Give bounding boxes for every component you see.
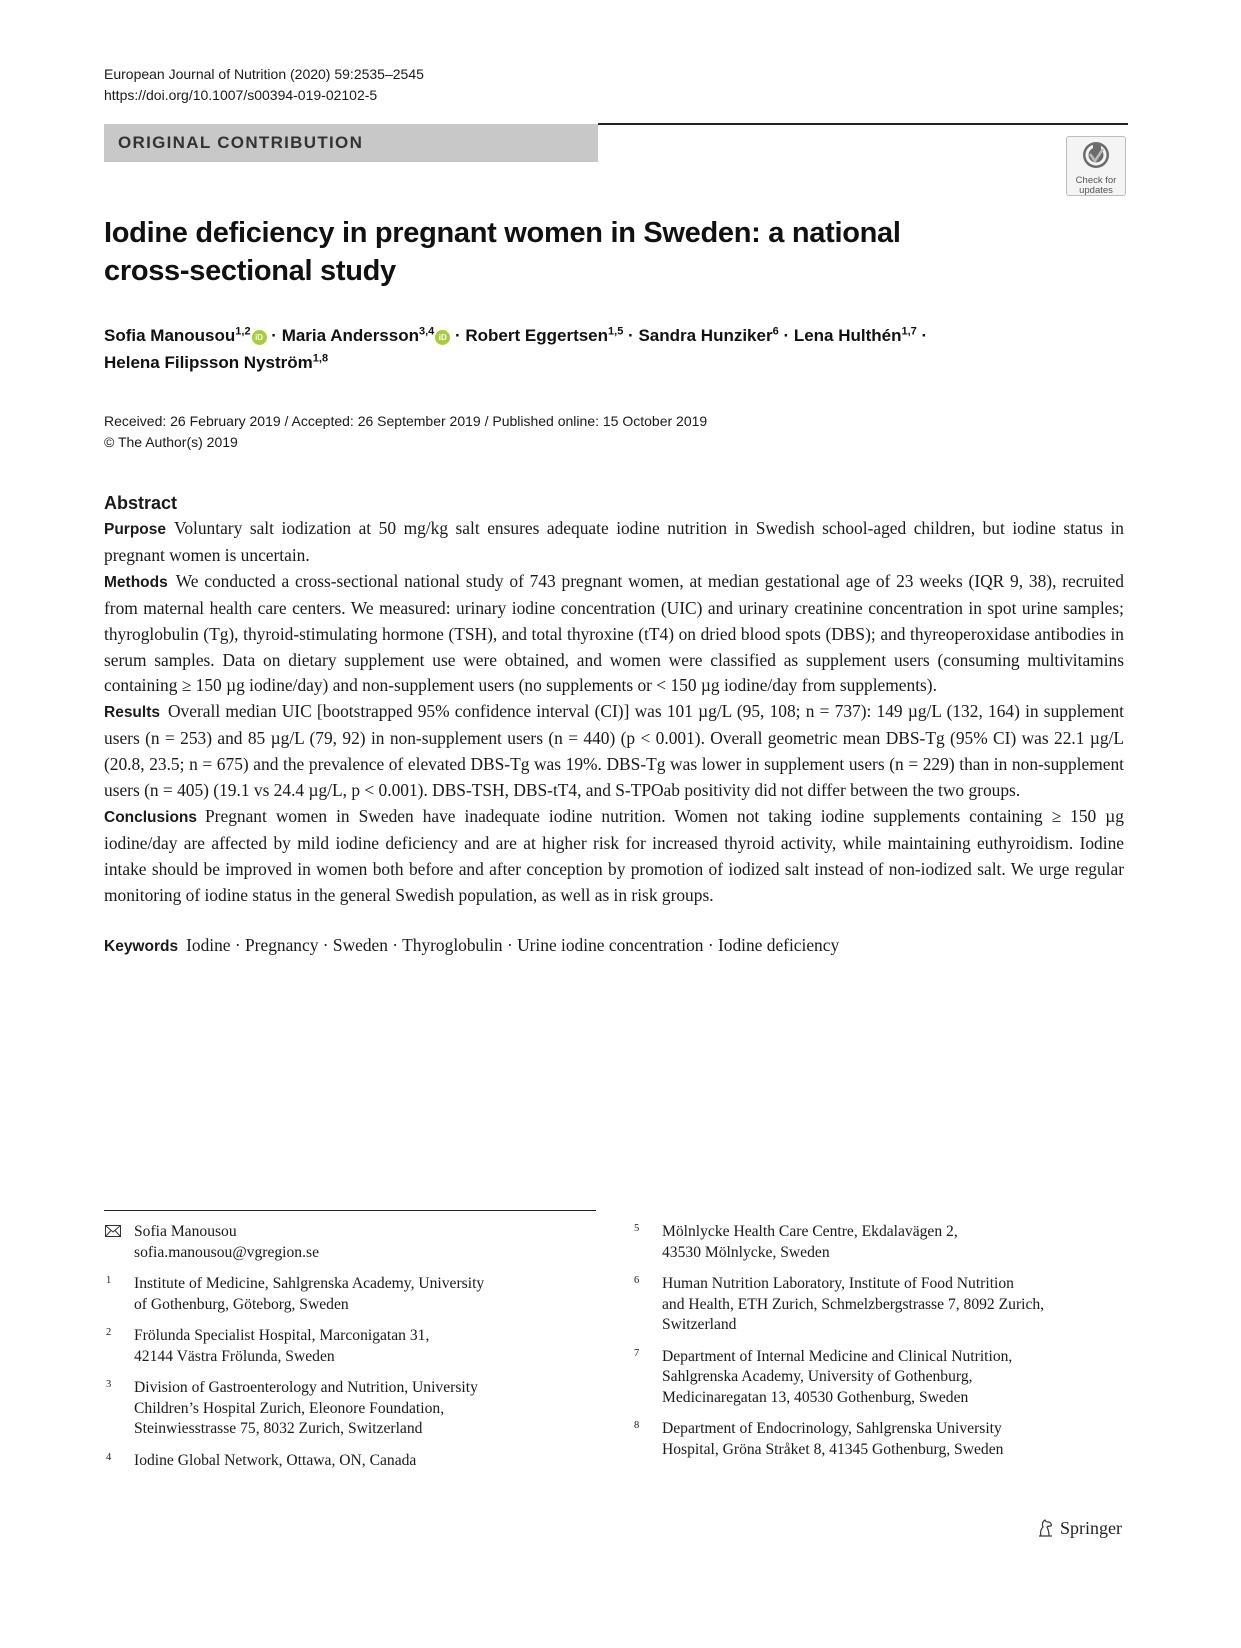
author-name: Helena Filipsson Nyström <box>104 353 313 372</box>
check-for-updates-label: Check for updates <box>1075 175 1117 196</box>
abstract-conclusions <box>104 804 1124 909</box>
abstract-methods <box>104 569 1124 700</box>
article-dates <box>104 411 707 453</box>
publisher-name: Springer <box>1060 1518 1122 1538</box>
author-name: Sofia Manousou <box>104 326 236 345</box>
affiliation-5: 5 Mölnlycke Health Care Centre, Ekdalavägen 2, 43530 Mölnlycke, Sweden <box>632 1222 1102 1263</box>
affiliation-number: 6 <box>634 1275 640 1286</box>
keywords-text: Iodine · Pregnancy · Sweden · Thyroglobulin · Urine iodine concentration · Iodine deficiency <box>186 934 840 955</box>
author-affiliation: 1,5 <box>608 325 624 338</box>
abstract-heading: Abstract <box>104 493 178 513</box>
affiliation-number: 3 <box>106 1379 112 1390</box>
publisher-logo <box>1037 1517 1122 1539</box>
envelope-icon <box>105 1225 121 1237</box>
results-text: Overall median UIC [bootstrapped 95% confidence interval (CI)] was 101 µg/L (95, 108; n = 737): 149 µg/L (132, 164) in supplement users (n = 253) and 85 µg/L (79, 92) in non-supplement users (n = 440) (p < 0.001). Overall geometric mean DBS-Tg (95% CI) was 22.1 µg/L (20.8, 23.5; n = 675) and the prevalence of elevated DBS-Tg was 19%. DBS-Tg was lower in supplement users (n = 229) than in non-supplement users (n = 405) (19.1 vs 24.4 µg/L, p < 0.001). DBS-TSH, DBS-tT4, and S-TPOab positivity did not differ between the two groups. <box>104 701 1124 801</box>
keywords <box>104 932 1124 960</box>
footnotes-left-column <box>104 1222 574 1482</box>
affiliation-number: 4 <box>106 1451 112 1463</box>
corresponding-author-email[interactable]: sofia.manousou@vgregion.se <box>134 1243 319 1261</box>
affiliation-number: 5 <box>634 1223 640 1234</box>
author-affiliation: 1,2 <box>235 325 251 338</box>
affiliation-1: 1 Institute of Medicine, Sahlgrenska Academy, University of Gothenburg, Göteborg, Sweden <box>104 1274 574 1315</box>
journal-header <box>104 64 424 106</box>
affiliation-number: 8 <box>634 1420 640 1431</box>
springer-horse-logo-icon <box>1037 1518 1055 1538</box>
footnote-rule <box>104 1210 596 1211</box>
keywords-label: Keywords <box>104 937 179 955</box>
results-label: Results <box>104 704 160 722</box>
abstract-results <box>104 699 1124 804</box>
conclusions-text: Pregnant women in Sweden have inadequate iodine nutrition. Women not taking iodine supplements containing ≥ 150 µg iodine/day are affected by mild iodine deficiency and are at higher risk for increased thyroid activity, while maintaining euthyroidism. Iodine intake should be improved in women both before and after conception by promotion of iodized salt instead of non-iodized salt. We urge regular monitoring of iodine status in the general Swedish population, as well as in risk groups. <box>104 805 1124 905</box>
header-rule <box>598 123 1128 125</box>
abstract-section <box>104 491 1124 960</box>
check-for-updates-icon <box>1081 140 1111 170</box>
conclusions-label: Conclusions <box>104 808 198 826</box>
author-affiliation: 6 <box>772 325 779 338</box>
methods-text: We conducted a cross-sectional national study of 743 pregnant women, at median gestational age of 23 weeks (IQR 9, 38), recruited from maternal health care centers. We measured: urinary iodine concentration (UIC) and urinary creatinine concentration in spot urine samples; thyroglobulin (Tg), thyroid-stimulating hormone (TSH), and total thyroxine (tT4) on dried blood spots (DBS); and thyreoperoxidase antibodies in serum samples. Data on dietary supplement use were obtained, and women were classified as supplement users (consuming multivitamins containing ≥ 150 µg iodine/day) and non-supplement users (no supplements or < 150 µg iodine/day from supplements). <box>104 570 1124 696</box>
publication-history: Received: 26 February 2019 / Accepted: 26 September 2019 / Published online: 15 October 2019 <box>104 413 708 429</box>
copyright-notice: © The Author(s) 2019 <box>104 434 238 450</box>
affiliation-number: 1 <box>106 1275 112 1286</box>
affiliation-3: 3 Division of Gastroenterology and Nutrition, University Children’s Hospital Zurich, Eleonore Foundation, Steinwiesstrasse 75, 8032 Zurich, Switzerland <box>104 1378 574 1440</box>
paper-title <box>104 214 924 290</box>
check-for-updates-button[interactable] <box>1066 136 1126 196</box>
affiliation-8: 8 Department of Endocrinology, Sahlgrenska University Hospital, Gröna Stråket 8, 41345 Gothenburg, Sweden <box>632 1419 1102 1460</box>
affiliation-4: 4 Iodine Global Network, Ottawa, ON, Canada <box>104 1451 574 1472</box>
methods-label: Methods <box>104 573 168 591</box>
correspondence-note <box>104 1222 574 1263</box>
orcid-icon[interactable]: iD <box>435 330 450 345</box>
abstract-purpose <box>104 516 1124 569</box>
footnotes-right-column <box>632 1222 1102 1471</box>
affiliation-7: 7 Department of Internal Medicine and Clinical Nutrition, Sahlgrenska Academy, University of Gothenburg, Medicinaregatan 13, 40530 Gothenburg, Sweden <box>632 1347 1102 1409</box>
author-affiliation: 1,8 <box>312 352 329 365</box>
purpose-text: Voluntary salt iodization at 50 mg/kg salt ensures adequate iodine nutrition in Swedish school-aged children, but iodine status in pregnant women is uncertain. <box>104 518 1124 565</box>
author-list: Sofia Manousou$^{1,2}$iD · Maria Andersson$^{3,4}$iD · Robert Eggertsen$^{1,5}$ · Sandra Hunziker$^6$ · Lena Hulthén$^{1,7}$ · Helena Filipsson Nyström$^{1,8}$ <box>104 325 928 372</box>
author-name: Sandra Hunziker <box>638 326 773 345</box>
affiliation-number: 7 <box>634 1347 640 1359</box>
article-type-badge: ORIGINAL CONTRIBUTION <box>104 124 598 162</box>
affiliation-2: 2 Frölunda Specialist Hospital, Marconigatan 31, 42144 Västra Frölunda, Sweden <box>104 1326 574 1367</box>
corresponding-author-name: Sofia Manousou <box>134 1223 237 1240</box>
author-name: Lena Hulthén <box>793 326 902 345</box>
affiliation-number: 2 <box>106 1327 112 1338</box>
title-line-1: Iodine deficiency in pregnant women in Sweden: a national <box>104 217 901 249</box>
journal-citation: European Journal of Nutrition (2020) 59:2535–2545 <box>104 66 424 82</box>
title-line-2: cross-sectional study <box>104 255 396 287</box>
purpose-label: Purpose <box>104 521 167 538</box>
author-name: Maria Andersson <box>281 326 419 345</box>
affiliation-6: 6 Human Nutrition Laboratory, Institute of Food Nutrition and Health, ETH Zurich, Schmelzbergstrasse 7, 8092 Zurich, Switzerland <box>632 1274 1102 1336</box>
author-affiliation: 1,7 <box>901 325 917 338</box>
author-affiliation: 3,4 <box>418 325 435 338</box>
orcid-icon[interactable]: iD <box>252 330 267 345</box>
author-name: Robert Eggertsen <box>465 326 609 345</box>
doi-link[interactable]: https://doi.org/10.1007/s00394-019-02102-5 <box>104 87 378 103</box>
